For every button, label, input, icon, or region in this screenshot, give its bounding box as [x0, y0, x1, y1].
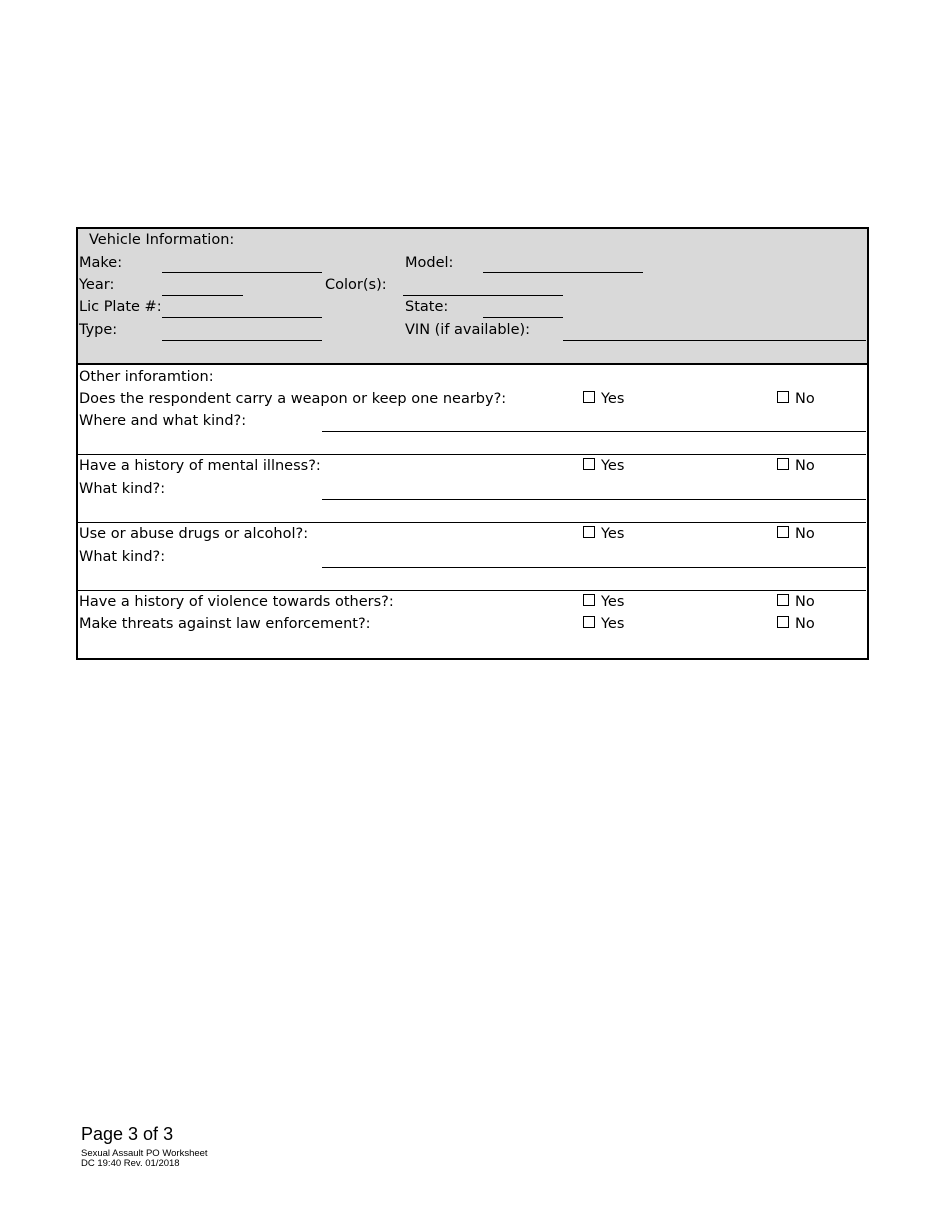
checkbox-icon[interactable]: [777, 616, 789, 628]
section-divider: [76, 363, 867, 365]
weapon-no-option[interactable]: [777, 390, 815, 408]
checkbox-icon[interactable]: [777, 594, 789, 606]
threats-no-option[interactable]: [777, 615, 815, 633]
checkbox-icon[interactable]: [777, 526, 789, 538]
mental-kind-field[interactable]: [322, 499, 866, 500]
drugs-question: Use or abuse drugs or alcohol?:: [79, 526, 309, 542]
year-field[interactable]: [162, 295, 243, 296]
vin-label: VIN (if available):: [405, 322, 531, 338]
type-field[interactable]: [162, 340, 322, 341]
violence-question: Have a history of violence towards others?:: [79, 594, 394, 610]
row-divider: [78, 454, 866, 455]
yes-label: Yes: [601, 526, 625, 542]
checkbox-icon[interactable]: [777, 391, 789, 403]
type-label: Type:: [79, 322, 118, 338]
weapon-yes-option[interactable]: [583, 390, 624, 408]
state-field[interactable]: [483, 317, 563, 318]
weapon-kind-label: Where and what kind?:: [79, 413, 247, 429]
mental-kind-label: What kind?:: [79, 481, 166, 497]
checkbox-icon[interactable]: [583, 391, 595, 403]
yes-label: Yes: [601, 594, 625, 610]
checkbox-icon[interactable]: [583, 616, 595, 628]
weapon-kind-field[interactable]: [322, 431, 866, 432]
drugs-yes-option[interactable]: [583, 525, 624, 543]
model-label: Model:: [405, 255, 454, 271]
drugs-no-option[interactable]: [777, 525, 815, 543]
no-label: No: [795, 458, 815, 474]
year-label: Year:: [79, 277, 115, 293]
make-field[interactable]: [162, 272, 322, 273]
threats-yes-option[interactable]: [583, 615, 624, 633]
no-label: No: [795, 391, 815, 407]
no-label: No: [795, 594, 815, 610]
checkbox-icon[interactable]: [777, 458, 789, 470]
mental-question: Have a history of mental illness?:: [79, 458, 321, 474]
yes-label: Yes: [601, 391, 625, 407]
yes-label: Yes: [601, 616, 625, 632]
mental-no-option[interactable]: [777, 457, 815, 475]
make-label: Make:: [79, 255, 123, 271]
threats-question: Make threats against law enforcement?:: [79, 616, 371, 632]
yes-label: Yes: [601, 458, 625, 474]
other-heading: Other inforamtion:: [79, 369, 214, 385]
mental-yes-option[interactable]: [583, 457, 624, 475]
violence-yes-option[interactable]: [583, 593, 624, 611]
plate-label: Lic Plate #:: [79, 299, 162, 315]
row-divider: [78, 590, 866, 591]
page-number: Page 3 of 3: [81, 1124, 174, 1144]
plate-field[interactable]: [162, 317, 322, 318]
model-field[interactable]: [483, 272, 643, 273]
violence-no-option[interactable]: [777, 593, 815, 611]
drugs-kind-label: What kind?:: [79, 549, 166, 565]
vin-field[interactable]: [563, 340, 866, 341]
checkbox-icon[interactable]: [583, 526, 595, 538]
form-name: Sexual Assault PO Worksheet: [81, 1148, 208, 1159]
colors-label: Color(s):: [325, 277, 387, 293]
row-divider: [78, 522, 866, 523]
checkbox-icon[interactable]: [583, 594, 595, 606]
form-number: DC 19:40 Rev. 01/2018: [81, 1158, 180, 1169]
weapon-question: Does the respondent carry a weapon or keep one nearby?:: [79, 391, 507, 407]
state-label: State:: [405, 299, 449, 315]
colors-field[interactable]: [403, 295, 563, 296]
no-label: No: [795, 526, 815, 542]
no-label: No: [795, 616, 815, 632]
drugs-kind-field[interactable]: [322, 567, 866, 568]
checkbox-icon[interactable]: [583, 458, 595, 470]
vehicle-heading: Vehicle Information:: [89, 232, 235, 248]
